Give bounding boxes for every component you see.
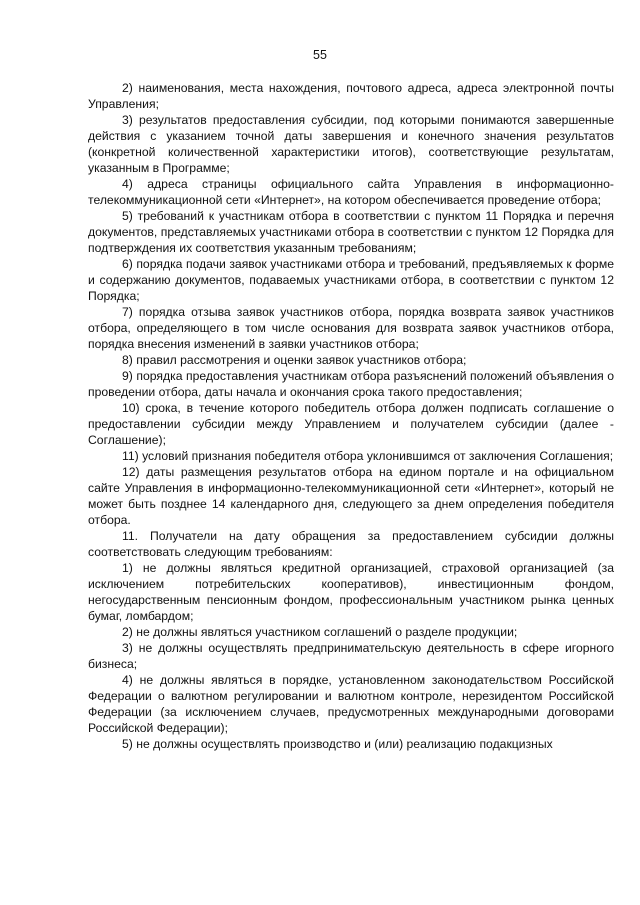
- paragraph: 3) не должны осуществлять предпринимательскую деятельность в сфере игорного бизнеса;: [88, 641, 614, 671]
- paragraph: 8) правил рассмотрения и оценки заявок участников отбора;: [122, 353, 467, 367]
- paragraph: 6) порядка подачи заявок участниками отбора и требований, предъявляемых к форме и содержанию документов, подаваемых участниками отбора, в соответствии с пунктом 12 Порядка;: [88, 257, 614, 303]
- paragraph: 7) порядка отзыва заявок участников отбора, порядка возврата заявок участников отбора, определяющего в том числе основания для возврата заявок участников отбора, порядка внесения изменений в заявки участников отбора;: [88, 305, 614, 351]
- document-body: [88, 80, 614, 752]
- paragraph: 11. Получатели на дату обращения за предоставлением субсидии должны соответствовать следующим требованиям:: [88, 529, 614, 559]
- paragraph: 1) не должны являться кредитной организацией, страховой организацией (за исключением потребительских кооперативов), инвестиционным фондом, негосударственным пенсионным фондом, профессиональным участником рынка ценных бумаг, ломбардом;: [88, 561, 614, 623]
- paragraph: 12) даты размещения результатов отбора на едином портале и на официальном сайте Управления в информационно-телекоммуникационной сети «Интернет», который не может быть позднее 14 календарного дня, следующего за днем определения победителя отбора.: [88, 465, 614, 527]
- paragraph: 4) не должны являться в порядке, установленном законодательством Российской Федерации о валютном регулировании и валютном контроле, нерезидентом Российской Федерации (за исключением случаев, предусмотренных международными договорами Российской Федерации);: [88, 673, 614, 735]
- paragraph: 9) порядка предоставления участникам отбора разъяснений положений объявления о проведении отбора, даты начала и окончания срока такого предоставления;: [88, 369, 614, 399]
- paragraph: 3) результатов предоставления субсидии, под которыми понимаются завершенные действия с указанием точной даты завершения и конечного значения результатов (конкретной количественной характеристики итогов), соответствующие результатам, указанным в Программе;: [88, 113, 614, 175]
- paragraph: 11) условий признания победителя отбора уклонившимся от заключения Соглашения;: [122, 449, 614, 463]
- paragraph: 4) адреса страницы официального сайта Управления в информационно-телекоммуникационной сети «Интернет», на котором обеспечивается проведение отбора;: [88, 177, 614, 207]
- page-number: 55: [313, 48, 327, 62]
- paragraph: 10) срока, в течение которого победитель отбора должен подписать соглашение о предоставлении субсидии между Управлением и получателем субсидии (далее - Соглашение);: [88, 401, 614, 447]
- paragraph: 5) требований к участникам отбора в соответствии с пунктом 11 Порядка и перечня документов, представляемых участниками отбора в соответствии с пунктом 12 Порядка для подтверждения их соответствия указанным требованиям;: [88, 209, 614, 255]
- paragraph: 2) не должны являться участником соглашений о разделе продукции;: [122, 625, 518, 639]
- paragraph: 5) не должны осуществлять производство и (или) реализацию подакцизных: [122, 737, 553, 751]
- paragraph: 2) наименования, места нахождения, почтового адреса, адреса электронной почты Управления;: [88, 81, 614, 111]
